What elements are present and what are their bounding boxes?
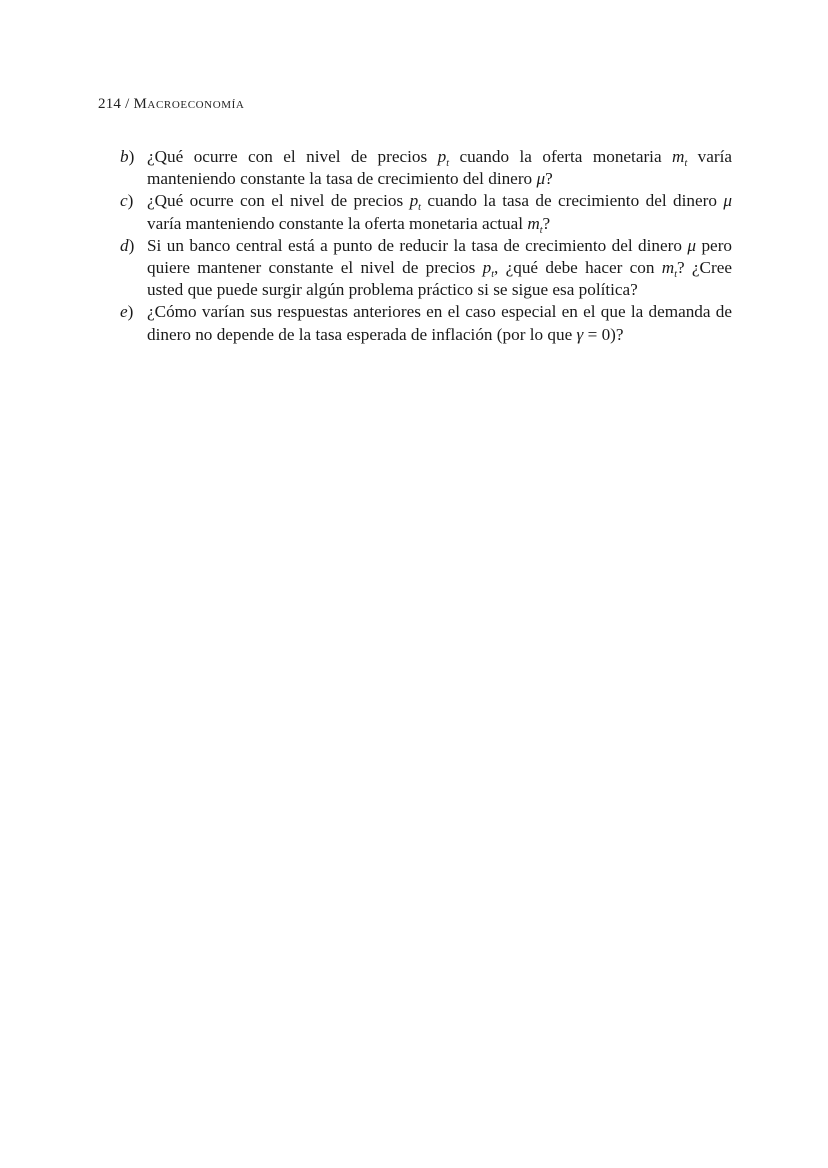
exercise-b xyxy=(120,146,732,190)
math-var-m: m xyxy=(661,258,675,278)
running-head xyxy=(98,96,244,113)
math-var-mu: μ xyxy=(536,169,546,189)
exercise-label: c) xyxy=(120,191,134,211)
exercise-c xyxy=(120,190,732,234)
math-var-mu: μ xyxy=(723,191,732,211)
exercise-label: e) xyxy=(120,302,134,322)
exercise-d xyxy=(120,235,732,302)
math-var-mu: μ xyxy=(687,235,697,255)
exercise-label: d) xyxy=(120,235,135,255)
exercise-list xyxy=(120,146,732,346)
exercise-label: b) xyxy=(120,147,135,166)
math-var-gamma: γ xyxy=(576,324,584,344)
exercise-e xyxy=(120,301,732,345)
math-var-m: m xyxy=(527,213,540,233)
exercise-text: ¿Cómo varían sus respuestas anteriores en el caso especial en el que la demanda de dinero no depende de la tasa esperada de inflación (por lo que γ = 0)? xyxy=(147,302,732,344)
page-number: 214 xyxy=(98,96,122,112)
math-var-p: p xyxy=(482,258,492,278)
math-var-m: m xyxy=(672,147,685,166)
running-head-separator: / xyxy=(125,96,130,112)
math-var-p: p xyxy=(437,147,447,166)
book-title: Macroeconomía xyxy=(133,96,245,112)
exercise-text: ¿Qué ocurre con el nivel de precios $p_t$ cuando la tasa de crecimiento del dinero μ varía manteniendo constante la oferta monetaria actual $m_t$? xyxy=(147,191,732,236)
math-var-p: p xyxy=(409,191,419,211)
exercise-text: Si un banco central está a punto de reducir la tasa de crecimiento del dinero μ pero quiere mantener constante el nivel de precios $p_t$, ¿qué debe hacer con $m_t$? ¿Cree usted que puede surgir algún problema práctico si se sigue esa política? xyxy=(147,235,733,300)
exercise-text: ¿Qué ocurre con el nivel de precios $p_t$ cuando la oferta monetaria $m_t$ varía manteniendo constante la tasa de crecimiento del dinero μ? xyxy=(147,147,733,189)
